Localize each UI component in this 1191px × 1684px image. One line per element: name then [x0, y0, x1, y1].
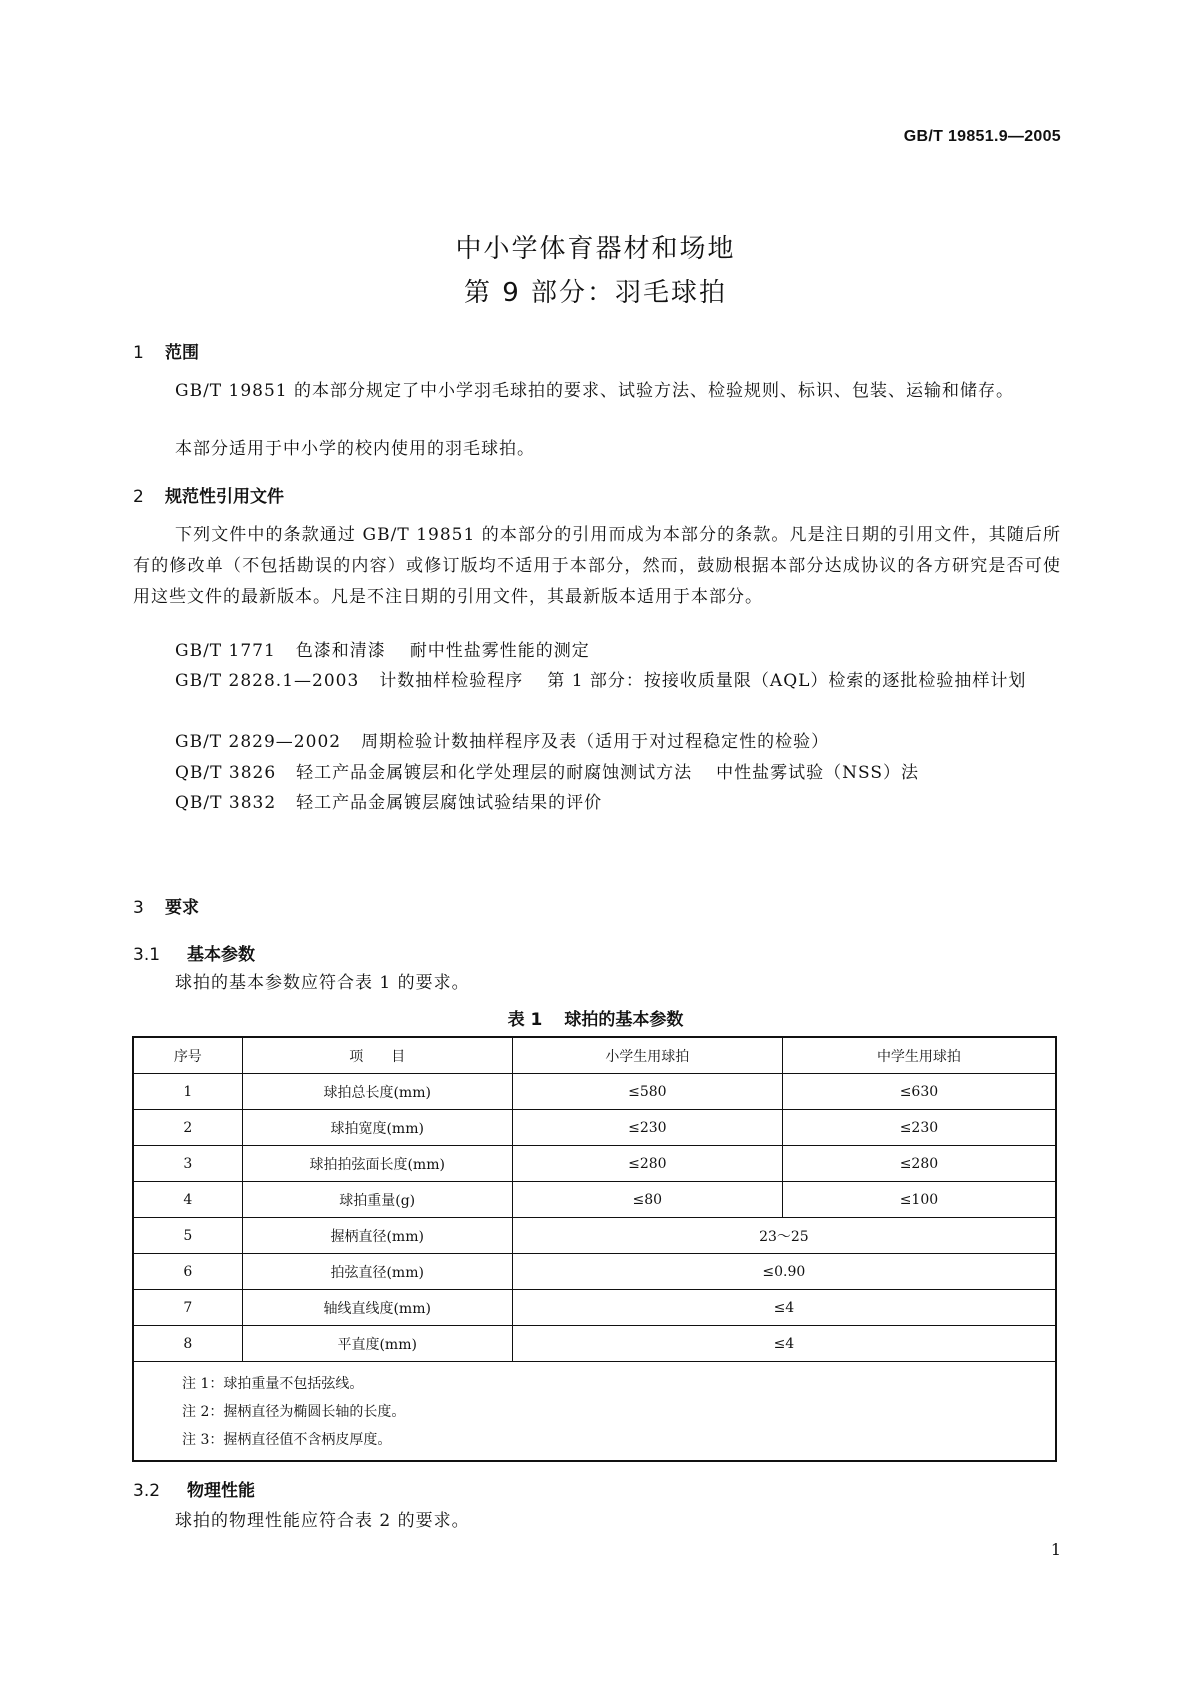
header-cell: 序号 — [133, 1037, 242, 1074]
reference-item — [133, 727, 1061, 758]
section-1-heading — [133, 338, 199, 363]
table-cell: 平直度(mm) — [242, 1326, 512, 1362]
table-cell: 3 — [133, 1146, 242, 1182]
table-cell: 球拍宽度(mm) — [242, 1110, 512, 1146]
section-3-2-heading — [133, 1476, 255, 1501]
table-cell: 轴线直线度(mm) — [242, 1290, 512, 1326]
reference-item — [133, 758, 1061, 789]
section-1-paragraph-2: 本部分适用于中小学的校内使用的羽毛球拍。 — [175, 439, 535, 459]
table-cell: 1 — [133, 1074, 242, 1110]
table-cell: ≤230 — [512, 1110, 782, 1146]
table-cell: 4 — [133, 1182, 242, 1218]
table-cell: 8 — [133, 1326, 242, 1362]
table-cell-merged: ≤4 — [512, 1290, 1056, 1326]
table-row — [133, 1218, 1056, 1254]
table-row — [133, 1110, 1056, 1146]
table-cell-merged: 23～25 — [512, 1218, 1056, 1254]
table-row — [133, 1254, 1056, 1290]
reference-item — [133, 788, 1061, 819]
table-cell: 7 — [133, 1290, 242, 1326]
section-2-paragraph-1: 下列文件中的条款通过 GB/T 19851 的本部分的引用而成为本部分的条款。凡是注日期的引用文件，其随后所有的修改单（不包括勘误的内容）或修订版均不适用于本部分，然而，鼓励根据本部分达成协议的各方研究是否可使用这些文件的最新版本。凡是不注日期的引用文件，其最新版本适用于本部分。 — [133, 525, 1061, 607]
table-note: 注 2：握柄直径为椭圆长轴的长度。 — [182, 1404, 406, 1420]
table-caption-number: 表 1 — [507, 1010, 543, 1030]
section-title: 要求 — [165, 898, 199, 918]
section-3-2-paragraph: 球拍的物理性能应符合表 2 的要求。 — [175, 1511, 470, 1531]
reference-subtitle: 第 1 部分：按接收质量限（AQL）检索的逐批检验抽样计划 — [547, 671, 1027, 691]
reference-title: 计数抽样检验程序 — [379, 671, 524, 691]
section-number: 3 — [133, 898, 144, 918]
table-note: 注 1：球拍重量不包括弦线。 — [182, 1376, 364, 1392]
section-number: 3.2 — [133, 1481, 161, 1501]
section-3-heading — [133, 893, 199, 918]
table-cell: 球拍拍弦面长度(mm) — [242, 1146, 512, 1182]
table-1-basic-parameters — [132, 1036, 1057, 1462]
header-cell: 项 目 — [242, 1037, 512, 1074]
section-2-heading — [133, 482, 284, 507]
section-title: 物理性能 — [187, 1481, 255, 1501]
reference-code: QB/T 3826 — [175, 763, 277, 783]
section-title: 范围 — [165, 343, 199, 363]
section-number: 3.1 — [133, 945, 161, 965]
section-1-paragraph-1: GB/T 19851 的本部分规定了中小学羽毛球拍的要求、试验方法、检验规则、标识、包装、运输和储存。 — [175, 381, 1015, 401]
page-number: 1 — [1050, 1540, 1061, 1559]
table-cell: 握柄直径(mm) — [242, 1218, 512, 1254]
reference-title: 周期检验计数抽样程序及表（适用于对过程稳定性的检验） — [361, 732, 830, 752]
table-row — [133, 1290, 1056, 1326]
standard-code: GB/T 19851.9—2005 — [903, 128, 1061, 145]
reference-title: 轻工产品金属镀层腐蚀试验结果的评价 — [296, 793, 603, 813]
table-cell: ≤630 — [782, 1074, 1056, 1110]
table-cell: 拍弦直径(mm) — [242, 1254, 512, 1290]
reference-code: GB/T 1771 — [175, 641, 276, 661]
table-note: 注 3：握柄直径值不含柄皮厚度。 — [182, 1432, 392, 1448]
reference-code: GB/T 2829—2002 — [175, 732, 342, 752]
table-notes-row — [133, 1362, 1056, 1462]
reference-subtitle: 耐中性盐雾性能的测定 — [409, 641, 590, 661]
table-row — [133, 1146, 1056, 1182]
table-cell: 球拍总长度(mm) — [242, 1074, 512, 1110]
reference-item — [133, 636, 1061, 667]
table-row — [133, 1074, 1056, 1110]
table-cell: 2 — [133, 1110, 242, 1146]
table-cell: ≤580 — [512, 1074, 782, 1110]
table-cell-merged: ≤0.90 — [512, 1254, 1056, 1290]
table-cell: 球拍重量(g) — [242, 1182, 512, 1218]
table-cell: ≤100 — [782, 1182, 1056, 1218]
table-cell: ≤280 — [782, 1146, 1056, 1182]
table-header-row — [133, 1037, 1056, 1074]
table-cell: ≤280 — [512, 1146, 782, 1182]
table-row — [133, 1326, 1056, 1362]
reference-item — [133, 666, 1061, 697]
table-cell: 5 — [133, 1218, 242, 1254]
section-title: 规范性引用文件 — [165, 487, 284, 507]
document-subtitle: 第 9 部分：羽毛球拍 — [463, 278, 728, 308]
header-cell: 小学生用球拍 — [512, 1037, 782, 1074]
reference-code: GB/T 2828.1—2003 — [175, 671, 360, 691]
table-cell-merged: ≤4 — [512, 1326, 1056, 1362]
reference-code: QB/T 3832 — [175, 793, 277, 813]
reference-title: 色漆和清漆 — [295, 641, 386, 661]
reference-title: 轻工产品金属镀层和化学处理层的耐腐蚀测试方法 — [296, 763, 693, 783]
section-number: 2 — [133, 487, 144, 507]
table-caption-title: 球拍的基本参数 — [564, 1010, 684, 1030]
section-3-1-paragraph: 球拍的基本参数应符合表 1 的要求。 — [175, 973, 470, 993]
reference-subtitle: 中性盐雾试验（NSS）法 — [716, 763, 920, 783]
section-3-1-heading — [133, 940, 255, 965]
section-number: 1 — [133, 343, 144, 363]
table-cell: 6 — [133, 1254, 242, 1290]
table-notes — [133, 1362, 1056, 1462]
table-cell: ≤230 — [782, 1110, 1056, 1146]
section-title: 基本参数 — [187, 945, 255, 965]
document-title: 中小学体育器材和场地 — [455, 234, 736, 264]
table-cell: ≤80 — [512, 1182, 782, 1218]
header-cell: 中学生用球拍 — [782, 1037, 1056, 1074]
table-row — [133, 1182, 1056, 1218]
table-1-caption — [0, 1005, 1191, 1030]
